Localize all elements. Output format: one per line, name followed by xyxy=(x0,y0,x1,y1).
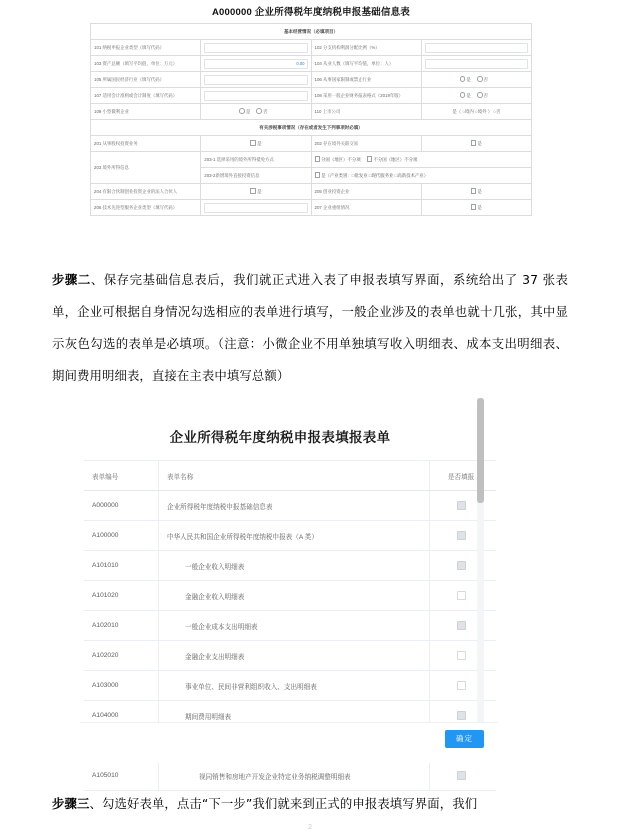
table-row[interactable] xyxy=(84,521,496,551)
table-header-row xyxy=(84,461,496,491)
row-205-checkbox-cell[interactable] xyxy=(421,184,531,200)
table-row xyxy=(91,136,532,152)
checkbox-label: 是 xyxy=(256,141,262,147)
row-202-checkbox-cell[interactable] xyxy=(421,136,531,152)
row-108-option-no[interactable] xyxy=(477,93,488,98)
table-row[interactable] xyxy=(84,761,496,791)
should-file-cell[interactable] xyxy=(430,551,497,581)
table-row[interactable] xyxy=(84,551,496,581)
form-list-title: 企业所得税年度纳税申报表填报表单 xyxy=(169,430,391,445)
checkbox-checked-icon[interactable] xyxy=(457,501,466,510)
radio-icon[interactable] xyxy=(256,108,262,114)
form-name-cell: 事业单位、民间非营利组织收入、支出明细表 xyxy=(159,671,430,701)
form-selection-screenshot xyxy=(80,398,498,781)
checkbox-checked-icon[interactable] xyxy=(457,531,466,540)
row-203-1-option-no-country[interactable] xyxy=(367,157,418,162)
form-title: A000000 企业所得税年度纳税申报基础信息表 xyxy=(211,7,410,18)
table-row xyxy=(91,72,532,88)
table-section-row xyxy=(91,120,532,136)
confirm-button[interactable]: 确定 xyxy=(445,730,484,748)
table-row[interactable] xyxy=(84,611,496,641)
row-102-label: 102 分支机构利润分配比例（%） xyxy=(311,40,421,56)
basic-info-table xyxy=(90,23,532,216)
checkbox-icon[interactable] xyxy=(471,204,477,210)
radio-icon[interactable] xyxy=(477,76,483,82)
form-code-cell: A103000 xyxy=(84,671,159,701)
step-three-label: 步骤三 xyxy=(52,796,90,812)
should-file-cell[interactable] xyxy=(430,581,497,611)
step-two-body: 、保存完基础信息表后，我们就正式进入表了申报表填写界面，系统给出了 37 张表单，企业可根据自身情况勾选相应的表单进行填写，一般企业涉及的表单也就十几张，其中显示灰色勾选的表单是必填项。（注意：小微企业不用单独填写收入明细表、成本支出明细表、期间费用明细表，直接在主表中填写总额） xyxy=(52,272,568,384)
checkbox-unchecked-icon[interactable] xyxy=(457,651,466,660)
row-108-label: 108 采用一般企业财务报表格式（2019年版） xyxy=(311,88,421,104)
row-106-label: 106 从事国家限制或禁止行业 xyxy=(311,72,421,88)
row-105-label: 105 所属国民经济行业（填写代码） xyxy=(91,72,201,88)
row-108-option-yes[interactable] xyxy=(460,93,471,98)
checkbox-label: 是 xyxy=(477,205,482,211)
section-header-basic: 基本经营情况（必填项目） xyxy=(91,24,532,40)
form-code-cell: A102020 xyxy=(84,641,159,671)
checkbox-icon[interactable] xyxy=(315,172,321,178)
checkbox-label: 不分国（地区）不分项 xyxy=(373,157,418,163)
radio-label: 否 xyxy=(483,77,488,83)
table-row[interactable] xyxy=(84,581,496,611)
row-102-input-cell xyxy=(421,40,531,56)
form-name-cell: 一般企业成本支出明细表 xyxy=(159,611,430,641)
checkbox-checked-icon[interactable] xyxy=(457,771,466,780)
row-206-input[interactable] xyxy=(204,203,307,213)
page-number: 2 xyxy=(308,824,312,831)
form-name-cell: 金融企业收入明细表 xyxy=(159,581,430,611)
should-file-cell[interactable] xyxy=(430,611,497,641)
paragraph-step-two xyxy=(52,264,568,392)
table-row xyxy=(91,56,532,72)
row-110-label: 110 上市公司 xyxy=(311,104,421,120)
row-101-input[interactable] xyxy=(204,43,307,53)
checkbox-checked-icon[interactable] xyxy=(457,711,466,720)
table-row xyxy=(91,40,532,56)
checkbox-icon[interactable] xyxy=(250,140,256,146)
checkbox-label: 是 xyxy=(477,189,482,195)
checkbox-icon[interactable] xyxy=(315,156,321,162)
row-202-label: 202 存在境外关联交易 xyxy=(311,136,421,152)
radio-label: 是 xyxy=(245,109,251,115)
row-201-label: 201 从事股权投资业务 xyxy=(91,136,201,152)
step-two-label: 步骤二 xyxy=(52,272,91,288)
table-row xyxy=(91,104,532,120)
row-108-options xyxy=(421,88,531,104)
paragraph-step-three xyxy=(52,788,568,820)
should-file-cell[interactable] xyxy=(430,641,497,671)
row-109-option-yes[interactable] xyxy=(239,109,250,114)
table-row[interactable] xyxy=(84,641,496,671)
row-104-label: 104 从业人数（填写平均值，单位：人） xyxy=(311,56,421,72)
row-104-input[interactable] xyxy=(425,59,528,69)
row-106-options xyxy=(421,72,531,88)
section-header-tax: 有关涉税事项情况（存在或者发生下列事项时必填） xyxy=(91,120,532,136)
checkbox-checked-icon[interactable] xyxy=(457,621,466,630)
row-109-option-no[interactable] xyxy=(256,109,267,114)
row-105-input-cell xyxy=(201,72,311,88)
header-form-name: 表单名称 xyxy=(159,461,430,491)
table-row xyxy=(91,184,532,200)
table-row xyxy=(91,200,532,216)
radio-label: 否 xyxy=(263,109,268,115)
row-101-label: 101 纳税申报企业类型（填写代码） xyxy=(91,40,201,56)
form-code-cell: A104000 xyxy=(84,701,159,731)
row-205-label: 205 创业投资企业 xyxy=(311,184,421,200)
row-203-2-label: 203-2新增境外直接投资信息 xyxy=(201,168,311,184)
form-code-cell: A101010 xyxy=(84,551,159,581)
row-107-input-cell xyxy=(201,88,311,104)
row-106-option-yes[interactable] xyxy=(460,77,471,82)
checkbox-label: 是（产业类别：□批发业 □现代服务业 □高新技术产业） xyxy=(321,173,429,179)
checkbox-icon[interactable] xyxy=(471,140,477,146)
radio-icon[interactable] xyxy=(477,92,483,98)
row-109-label: 109 小型微利企业 xyxy=(91,104,201,120)
vertical-scrollbar[interactable] xyxy=(477,398,484,750)
checkbox-icon[interactable] xyxy=(367,156,373,162)
row-204-label: 204 有限合伙制创业投资企业的法人合伙人 xyxy=(91,184,201,200)
checkbox-label: 是 xyxy=(477,141,482,147)
checkbox-label: 是 xyxy=(256,189,262,195)
row-206-input-cell xyxy=(201,200,311,216)
table-section-row xyxy=(91,24,532,40)
basic-info-form xyxy=(90,4,532,216)
row-206-label: 206 技术先进型服务企业类型（填写代码） xyxy=(91,200,201,216)
form-code-cell: A000000 xyxy=(84,491,159,521)
radio-label: 否 xyxy=(483,93,488,99)
form-code-cell: A101020 xyxy=(84,581,159,611)
row-107-label: 107 适用会计准则或会计制度（填写代码） xyxy=(91,88,201,104)
row-102-input[interactable] xyxy=(425,43,528,53)
checkbox-icon[interactable] xyxy=(250,188,256,194)
row-103-input-cell xyxy=(201,56,311,72)
should-file-cell[interactable] xyxy=(430,491,497,521)
scrollbar-thumb[interactable] xyxy=(477,398,484,503)
row-203-2-options[interactable] xyxy=(311,168,532,184)
row-207-checkbox-cell[interactable] xyxy=(421,200,531,216)
row-104-input-cell xyxy=(421,56,531,72)
should-file-cell[interactable] xyxy=(430,671,497,701)
radio-label: 是 xyxy=(466,93,471,99)
checkbox-unchecked-icon[interactable] xyxy=(457,591,466,600)
radio-icon[interactable] xyxy=(239,108,245,114)
should-file-cell[interactable] xyxy=(430,761,497,791)
row-103-input[interactable]: 0.00 xyxy=(204,59,307,69)
checkbox-icon[interactable] xyxy=(471,188,477,194)
header-should-file: 是否填报 xyxy=(430,461,497,491)
row-109-options xyxy=(201,104,311,120)
radio-icon[interactable] xyxy=(460,92,466,98)
checkbox-unchecked-icon[interactable] xyxy=(457,681,466,690)
row-105-input[interactable] xyxy=(204,75,307,85)
table-row[interactable] xyxy=(84,491,496,521)
radio-icon[interactable] xyxy=(460,76,466,82)
step-three-body: 、勾选好表单，点击“下一步”我们就来到正式的申报表填写界面，我们 xyxy=(89,796,478,812)
row-203-1-options xyxy=(311,152,532,168)
form-selection-panel xyxy=(80,398,480,781)
row-207-label: 207 企业重组情况 xyxy=(311,200,421,216)
table-row[interactable] xyxy=(84,671,496,701)
header-form-code: 表单编号 xyxy=(84,461,159,491)
row-101-input-cell xyxy=(201,40,311,56)
form-name-cell: 期间费用明细表 xyxy=(159,701,430,731)
form-name-cell: 中华人民共和国企业所得税年度纳税申报表（A 类） xyxy=(159,521,430,551)
form-name-cell: 视同销售和房地产开发企业特定业务纳税调整明细表 xyxy=(159,761,430,791)
should-file-cell[interactable] xyxy=(430,521,497,551)
row-110-options[interactable]: 是（ ○境内 ○境外 ） ○否 xyxy=(421,104,531,120)
checkbox-label: 分国（地区）不分项 xyxy=(321,157,361,163)
checkbox-checked-icon[interactable] xyxy=(457,561,466,570)
table-row xyxy=(91,88,532,104)
table-row xyxy=(91,152,532,168)
row-203-1-option-by-country[interactable] xyxy=(315,157,361,162)
row-103-label: 103 资产总额（填写平均值，单位：万元） xyxy=(91,56,201,72)
row-203-label: 203 境外所得信息 xyxy=(91,152,201,184)
form-code-cell: A100000 xyxy=(84,521,159,551)
form-code-cell: A105010 xyxy=(84,761,159,791)
radio-label: 是 xyxy=(466,77,471,83)
row-201-checkbox-cell[interactable] xyxy=(201,136,311,152)
form-name-cell: 一般企业收入明细表 xyxy=(159,551,430,581)
row-107-input[interactable] xyxy=(204,91,307,101)
row-203-1-label: 203-1 选择采用的境外所得抵免方式 xyxy=(201,152,311,168)
row-106-option-no[interactable] xyxy=(477,77,488,82)
form-name-cell: 企业所得税年度纳税申报基础信息表 xyxy=(159,491,430,521)
form-code-cell: A102010 xyxy=(84,611,159,641)
panel-footer xyxy=(80,722,498,763)
form-name-cell: 金融企业支出明细表 xyxy=(159,641,430,671)
row-204-checkbox-cell[interactable] xyxy=(201,184,311,200)
